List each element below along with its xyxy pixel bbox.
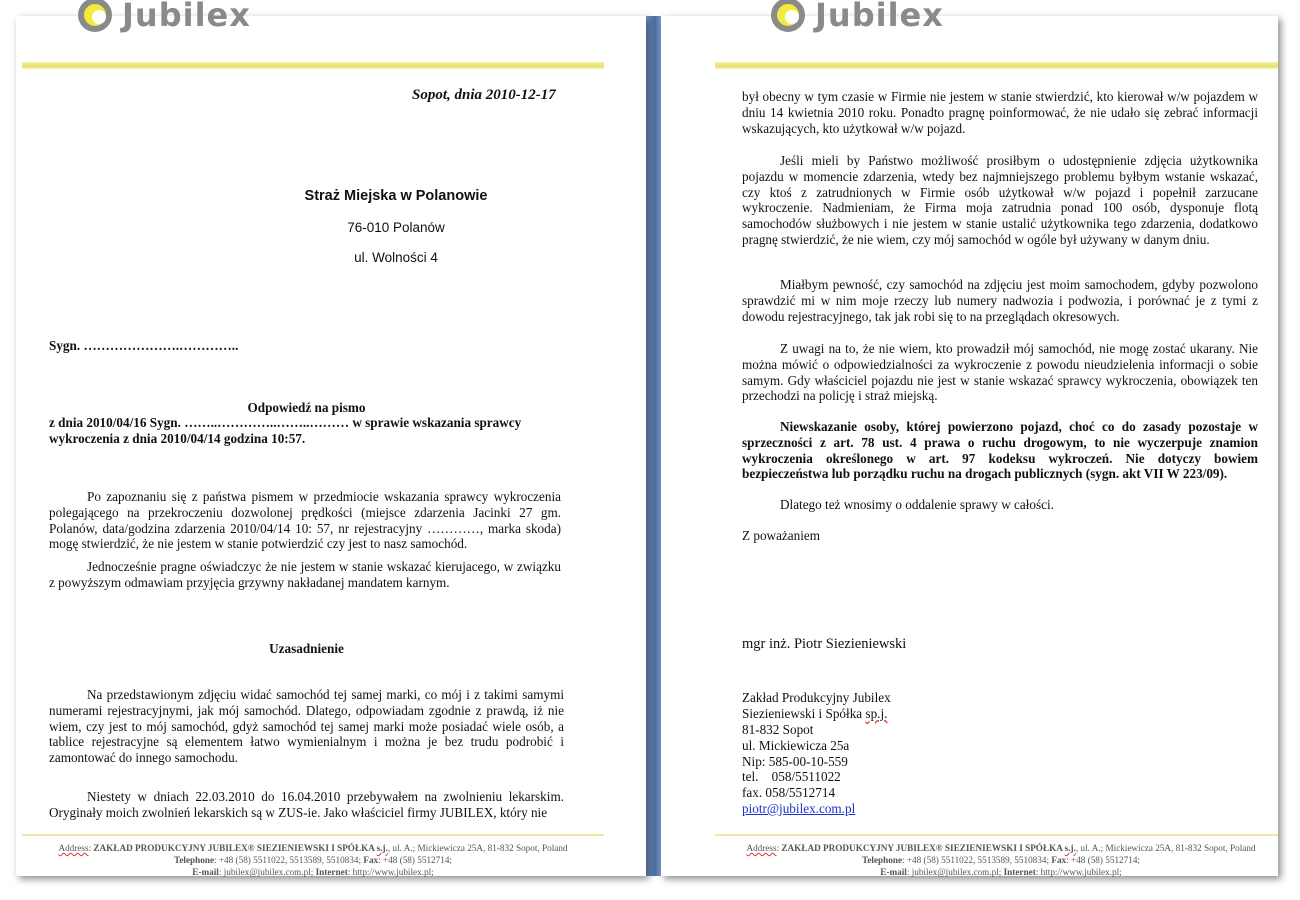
company-line-2: Siezieniewski i Spółka sp.j. [742, 706, 888, 721]
header-band [22, 62, 604, 69]
logo-text: Jubilex [815, 0, 944, 34]
header-band [715, 62, 1278, 69]
page-footer: Address: ZAKŁAD PRODUKCYJNY JUBILEX® SIEZIENIEWSKI I SPÓŁKA s.j., ul. A.; Mickiewicza 25A, 81-832 Sopot, Poland Telephone: +48 (58) 5511022, 5513589, 5510834; Fax: +48 (58) 5512714; E-mail: jubilex@jubilex.com.pl; Internet: http://www.jubilex.pl; [58, 843, 568, 877]
company-line-4: ul. Mickiewicza 25a [742, 738, 850, 753]
recipient-street: ul. Wolności 4 [354, 250, 438, 265]
document-page-1 [16, 0, 646, 877]
paragraph-1: Po zapoznaniu się z państwa pismem w przedmiocie wskazania sprawcy wykroczenia polegającego na przekroczeniu dozwolonej prędkości (miejsce zdarzenia Jacinki 27 gm. Polanów, data/godzina zdarzenia 2010/04/14 10: 57, nr rejestracyjny …………, marka skoda) mogę stwierdzić, że nie jestem w stanie potwierdzić czy jest to nasz samochód. [49, 489, 561, 552]
company-line-6: tel. 058/5511022 [742, 769, 841, 784]
paragraph-4: Niestety w dniach 22.03.2010 do 16.04.2010 przebywałem na zwolnieniu lekarskim. Oryginały moich zwolnień lekarskich są w ZUS-ie. Jako właściciel firmy JUBILEX, który nie [49, 789, 564, 820]
logo-ring-icon [771, 0, 805, 32]
paragraph-5: Niewskazanie osoby, której powierzono pojazd, choć co do zasady pozostaje w sprzeczności z art. 78 ust. 4 prawa o ruchu drogowym, to nie wyczerpuje znamion wykroczenia określonego w art. 97 kodeksu wykroczeń. Nie dotyczy bowiem bezpieczeństwa lub porządku ruchu na drogach publicznych (sygn. akt VII W 223/09). [742, 419, 1258, 482]
signature: mgr inż. Piotr Siezieniewski [742, 636, 907, 652]
paragraph-2: Jednocześnie pragne oświadczyc że nie jestem w stanie wskazać kierujacego, w związku z powyższym odmawiam przyjęcia grzywny nakładanej mandatem karnym. [49, 559, 561, 590]
company-logo [771, 0, 1001, 44]
paragraph-6: Dlatego też wnosimy o oddalenie sprawy w całości. [780, 497, 1054, 512]
reference-sygn: Sygn. ………………….………….. [49, 338, 239, 353]
subject-title: Odpowiedź na pismo [247, 400, 366, 415]
company-email-link[interactable]: piotr@jubilex.com.pl [742, 801, 856, 816]
page-gutter [646, 16, 661, 876]
paragraph-3: Na przedstawionym zdjęciu widać samochód tej samej marki, co mój i z takimi samymi numerami rejestracyjnymi, jak mój samochód. Dlatego, odpowiadam zgodnie z prawdą, iż nie wiem, czy jest to mój samochód, gdyż samochód tej samej marki może posiadać wiele osób, a tablice rejestracyjne są elementem łatwo wymienialnym i można je bez trudu podrobić i zamontować do innego samochodu. [49, 687, 564, 766]
document-page-2 [661, 0, 1278, 877]
letter-date: Sopot, dnia 2010-12-17 [412, 87, 556, 103]
section-title: Uzasadnienie [269, 641, 344, 656]
paragraph-1: był obecny w tym czasie w Firmie nie jestem w stanie stwierdzić, kto kierował w/w pojazdem w dniu 14 kwietnia 2010 roku. Ponadto pragnę poinformować, że nie udało się zebrać informacji wskazujących, kto użytkował w/w pojazd. [742, 89, 1258, 136]
subject-line-1: z dnia 2010/04/16 Sygn. ……..…………..……..……… w sprawie wskazania sprawcy [49, 415, 522, 430]
footer-rule [22, 834, 604, 836]
company-line-7: fax. 058/5512714 [742, 785, 836, 800]
paragraph-2: Jeśli mieli by Państwo możliwość prosiłbym o udostępnienie zdjęcia użytkownika pojazdu w momencie zdarzenia, wtedy bez najmniejszego problemu byłbym wstanie wskazać, czy ktoś z zatrudnionych w Firmie osób użytkował w/w pojazd i popełnił zarzucane wykroczenie. Nadmieniam, że Firma moja zatrudnia ponad 100 osób, dysponuje flotą samochodów służbowych i nie jestem w stanie ustalić użytkownika tego zdarzenia, dodatkowo pragnę stwierdzić, że nie wiem, czy mój samochód w ogóle był używany w danym dniu. [742, 153, 1258, 247]
recipient-name: Straż Miejska w Polanowie [304, 188, 488, 204]
company-logo [78, 0, 308, 44]
company-line-5: Nip: 585-00-10-559 [742, 754, 848, 769]
recipient-postal: 76-010 Polanów [347, 220, 445, 235]
logo-text: Jubilex [122, 0, 251, 34]
subject-line-2: wykroczenia z dnia 2010/04/14 godzina 10:57. [49, 431, 306, 446]
paragraph-3: Miałbym pewność, czy samochód na zdjęciu jest moim samochodem, gdyby pozwolono sprawdzić mi w nim moje rzeczy lub numery nadwozia i podwozia, i porównać je z tymi z dowodu rejestracyjnego, tak jak robi się to na przeglądach okresowych. [742, 277, 1258, 324]
closing: Z poważaniem [742, 528, 820, 543]
company-line-3: 81-832 Sopot [742, 722, 814, 737]
company-line-1: Zakład Produkcyjny Jubilex [742, 690, 891, 705]
logo-ring-icon [78, 0, 112, 32]
footer-rule [715, 834, 1278, 836]
paragraph-4: Z uwagi na to, że nie wiem, kto prowadził mój samochód, nie mogę zostać ukarany. Nie można mówić o odpowiedzialności za wykroczenie z powodu nieudzielenia informacji o sobie samym. Gdy właściciel pojazdu nie jest w stanie wskazać sprawcy wykroczenia, obowiązek ten przechodzi na policję i straż miejską. [742, 341, 1258, 404]
page-footer: Address: ZAKŁAD PRODUKCYJNY JUBILEX® SIEZIENIEWSKI I SPÓŁKA s.j., ul. A.; Mickiewicza 25A, 81-832 Sopot, Poland Telephone: +48 (58) 5511022, 5513589, 5510834; Fax: +48 (58) 5512714; E-mail: jubilex@jubilex.com.pl; Internet: http://www.jubilex.pl; [746, 843, 1256, 877]
